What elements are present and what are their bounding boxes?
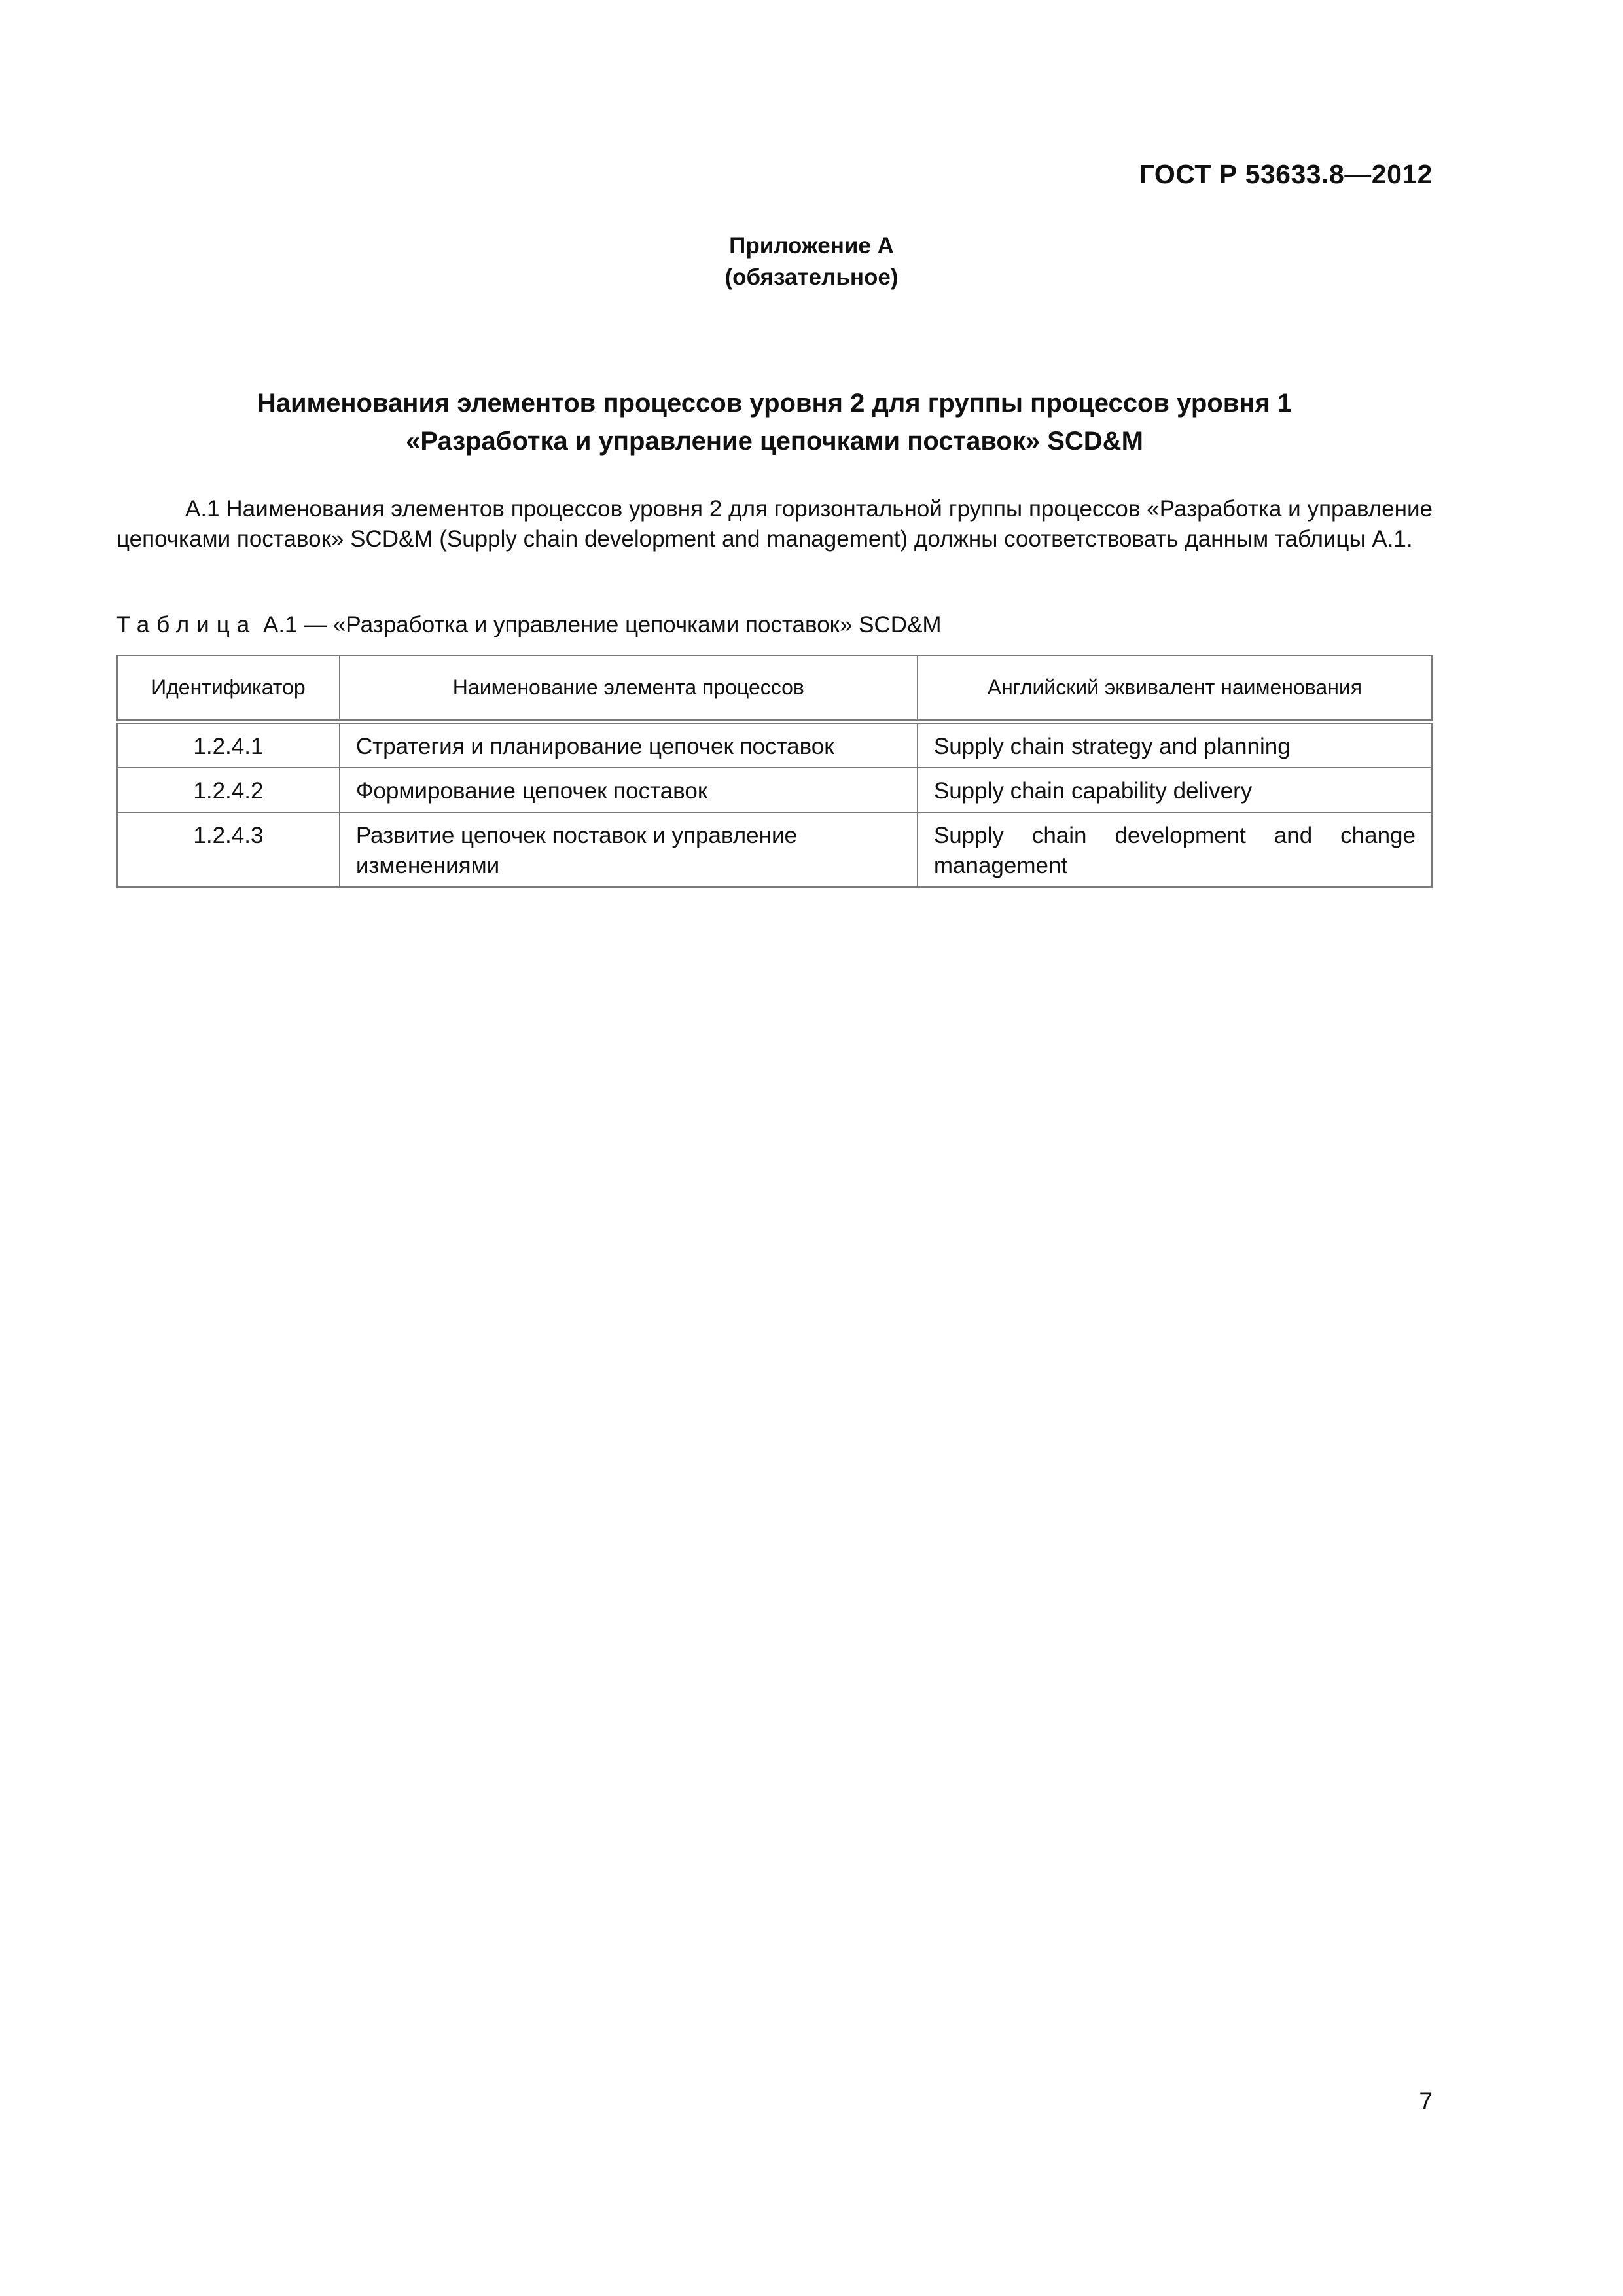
body-paragraph: А.1 Наименования элементов процессов уровня 2 для горизонтальной группы процессов «Разработка и управление цепочками поставок» SCD&M (Supply chain development and management) должны соответствовать данным таблицы А.1. xyxy=(116,496,1433,552)
appendix-title: Приложение А xyxy=(729,233,894,259)
table-row xyxy=(117,812,1432,887)
table-row xyxy=(117,722,1432,768)
appendix-heading xyxy=(0,230,1623,293)
cell-element-name: Формирование цепочек поставок xyxy=(340,768,918,812)
table-caption-text: А.1 — «Разработка и управление цепочками поставок» SCD&M xyxy=(262,612,942,637)
appendix-status: (обязательное) xyxy=(724,264,899,290)
cell-identifier: 1.2.4.1 xyxy=(117,722,340,768)
page-number: 7 xyxy=(1419,2088,1433,2115)
cell-english-equivalent: Supply chain development and change management xyxy=(918,812,1432,887)
cell-element-name: Стратегия и планирование цепочек поставок xyxy=(340,722,918,768)
section-title xyxy=(116,384,1433,460)
document-code: ГОСТ Р 53633.8—2012 xyxy=(1139,159,1433,189)
cell-element-name: Развитие цепочек поставок и управление изменениями xyxy=(340,812,918,887)
cell-english-equivalent: Supply chain capability delivery xyxy=(918,768,1432,812)
table-header-row xyxy=(117,655,1432,722)
cell-identifier: 1.2.4.3 xyxy=(117,812,340,887)
cell-identifier: 1.2.4.2 xyxy=(117,768,340,812)
table-caption xyxy=(116,610,942,640)
header-identifier: Идентификатор xyxy=(117,655,340,722)
section-title-line-1: Наименования элементов процессов уровня 2 для группы процессов уровня 1 xyxy=(257,389,1293,418)
header-element-name: Наименование элемента процессов xyxy=(340,655,918,722)
section-title-line-2: «Разработка и управление цепочками поставок» SCD&M xyxy=(406,427,1143,456)
cell-english-equivalent: Supply chain strategy and planning xyxy=(918,722,1432,768)
header-english-equivalent: Английский эквивалент наименования xyxy=(918,655,1432,722)
table-caption-label: Таблица xyxy=(116,612,257,637)
table-row xyxy=(117,768,1432,812)
process-elements-table xyxy=(116,655,1433,888)
